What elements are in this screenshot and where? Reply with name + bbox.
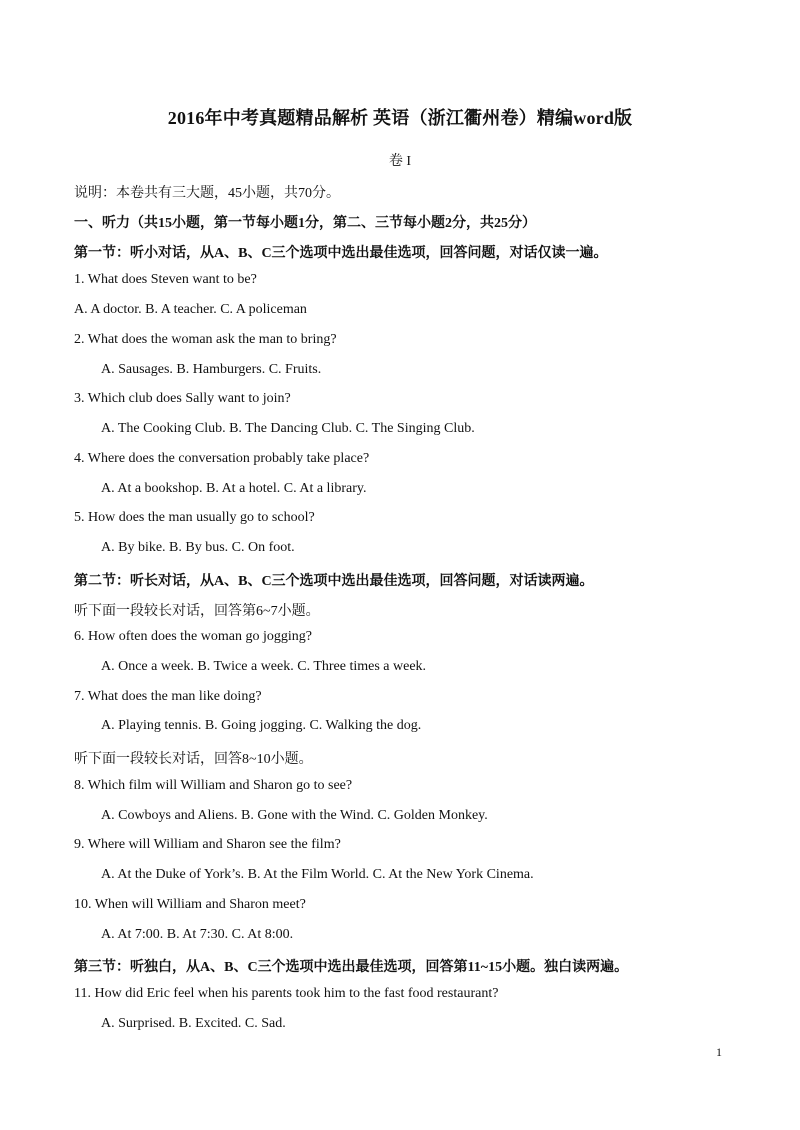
- question-1: 1. What does Steven want to be?: [74, 272, 257, 287]
- question-2-options: A. Sausages. B. Hamburgers. C. Fruits.: [101, 362, 322, 377]
- question-6-options: A. Once a week. B. Twice a week. C. Three times a week.: [101, 659, 427, 674]
- question-3-options: A. The Cooking Club. B. The Dancing Club. C. The Singing Club.: [101, 421, 475, 436]
- page-title: 2016年中考真题精品解析 英语（浙江衢州卷）精编word版: [167, 108, 633, 128]
- question-10: 10. When will William and Sharon meet?: [74, 897, 306, 912]
- question-9: 9. Where will William and Sharon see the film?: [74, 837, 341, 852]
- question-11: 11. How did Eric feel when his parents took him to the fast food restaurant?: [74, 986, 499, 1001]
- question-7: 7. What does the man like doing?: [74, 689, 262, 704]
- page-number: 1: [716, 1045, 722, 1059]
- section1-instructions: 第一节：听小对话，从A、B、C三个选项中选出最佳选项，回答问题，对话仅读一遍。: [74, 246, 608, 261]
- section3-instructions: 第三节：听独白，从A、B、C三个选项中选出最佳选项，回答第11~15小题。独白读两遍。: [74, 960, 629, 975]
- question-10-options: A. At 7:00. B. At 7:30. C. At 8:00.: [101, 927, 294, 942]
- question-8-options: A. Cowboys and Aliens. B. Gone with the Wind. C. Golden Monkey.: [101, 808, 488, 823]
- question-4-options: A. At a bookshop. B. At a hotel. C. At a library.: [101, 481, 367, 496]
- section2-instructions: 第二节：听长对话，从A、B、C三个选项中选出最佳选项，回答问题，对话读两遍。: [74, 574, 594, 589]
- question-3: 3. Which club does Sally want to join?: [74, 391, 291, 406]
- question-6: 6. How often does the woman go jogging?: [74, 629, 312, 644]
- question-7-options: A. Playing tennis. B. Going jogging. C. Walking the dog.: [101, 718, 422, 733]
- question-4: 4. Where does the conversation probably take place?: [74, 451, 370, 466]
- question-1-options: A. A doctor. B. A teacher. C. A policeman: [74, 302, 307, 317]
- part1-heading: 一、听力（共15小题，第一节每小题1分，第二、三节每小题2分，共25分）: [74, 216, 536, 231]
- dialogue-note-1: 听下面一段较长对话，回答第6~7小题。: [74, 604, 320, 619]
- question-5-options: A. By bike. B. By bus. C. On foot.: [101, 540, 295, 555]
- intro-text: 说明：本卷共有三大题，45小题，共70分。: [74, 186, 340, 201]
- question-8: 8. Which film will William and Sharon go to see?: [74, 778, 353, 793]
- question-9-options: A. At the Duke of York’s. B. At the Film World. C. At the New York Cinema.: [101, 867, 534, 882]
- volume-label: 卷 I: [388, 154, 412, 169]
- question-2: 2. What does the woman ask the man to bring?: [74, 332, 337, 347]
- dialogue-note-2: 听下面一段较长对话，回答8~10小题。: [74, 752, 313, 767]
- question-11-options: A. Surprised. B. Excited. C. Sad.: [101, 1016, 286, 1031]
- question-5: 5. How does the man usually go to school?: [74, 510, 315, 525]
